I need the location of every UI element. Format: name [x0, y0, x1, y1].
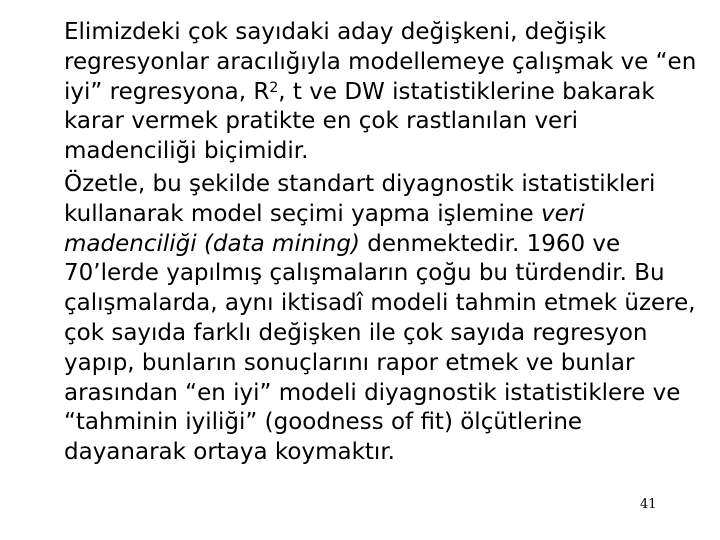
paragraph-2-text-a: Özetle, bu şekilde standart diyagnostik istatistikleri kullanarak model seçimi yapma işlemine	[64, 170, 656, 227]
paragraph-2	[64, 170, 704, 468]
data-mining-term: veri madenciliği (data mining)	[64, 200, 585, 257]
r-squared-superscript: 2	[269, 79, 279, 96]
paragraph-1-text-a: Elimizdeki çok sayıdaki aday değişkeni, değişik regresyonlar aracılığıyla modellemeye çalışmak ve “en iyi” regresyona, R	[64, 19, 697, 105]
paragraph-1-text-b: , t ve DW istatistiklerine bakarak karar vermek pratikte en çok rastlanılan veri madenciliği biçimidir.	[64, 78, 655, 165]
slide-body	[64, 18, 704, 471]
paragraph-1	[64, 18, 704, 167]
page-number: 41	[640, 497, 657, 512]
paragraph-2-text-b: denmektedir. 1960 ve 70’lerde yapılmış çalışmaların çoğu bu türdendir. Bu çalışmalarda, aynı iktisadî modeli tahmin etmek üzere, çok sayıda farklı değişken ile çok sayıda regresyon yapıp, bunların sonuçlarını rapor etmek ve bunlar arasından “en iyi” modeli diyagnostik istatistiklere ve “tahminin iyiliği” (goodness of fit) ölçütlerine dayanarak ortaya koymaktır.	[64, 230, 696, 466]
